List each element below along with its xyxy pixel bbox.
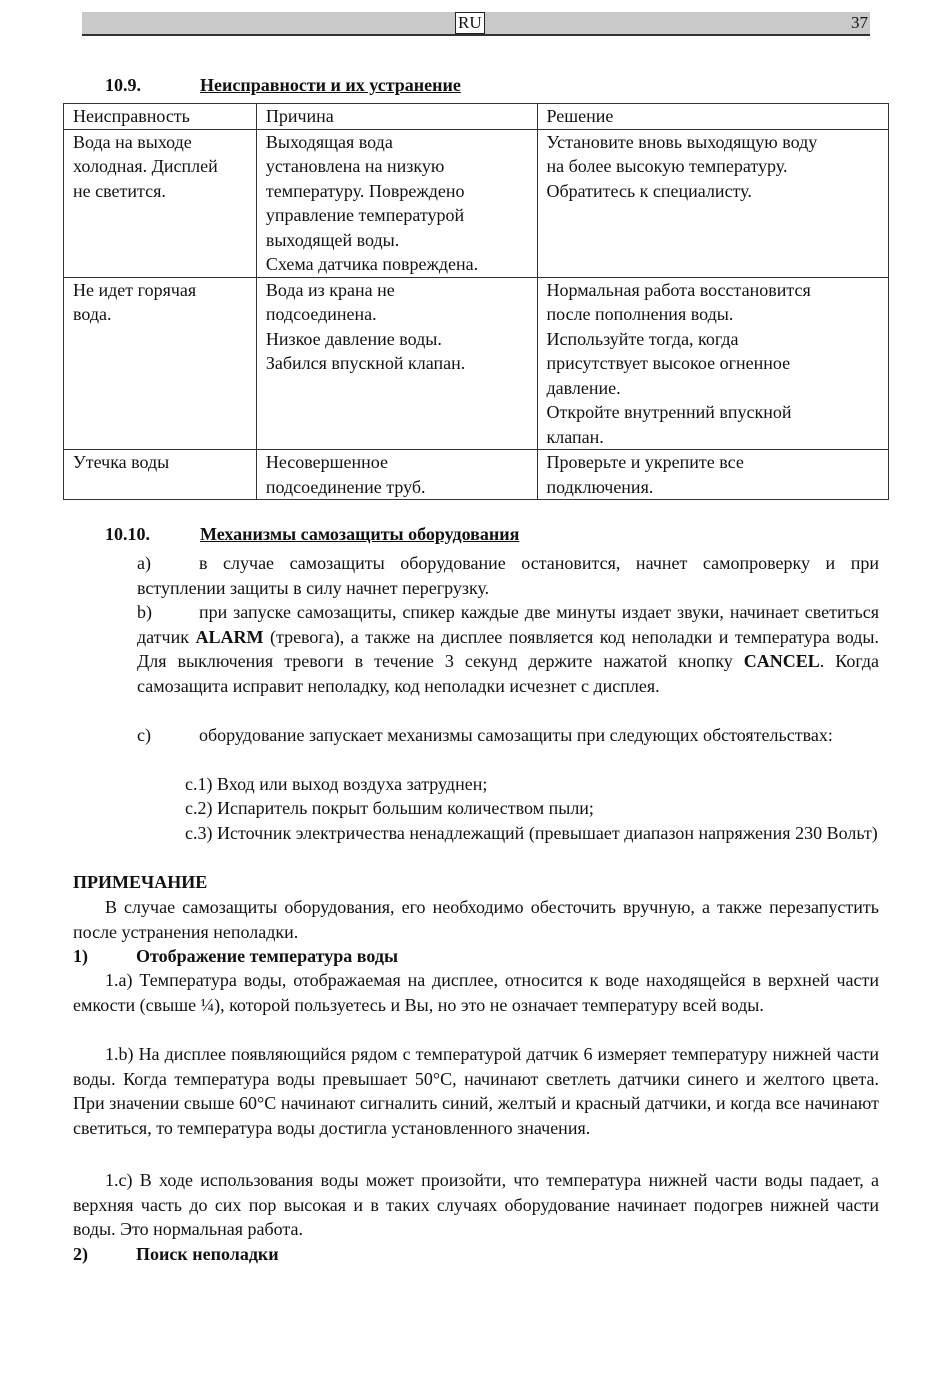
cell-line: не светится.: [73, 180, 166, 201]
cell-line: Не идет горячая: [73, 279, 197, 300]
cause-cell: [256, 277, 537, 450]
cell-line: температуру. Повреждено: [265, 180, 465, 201]
cell-line: подсоединение труб.: [265, 476, 426, 497]
paragraph-1a: 1.а) Температура воды, отображаемая на дисплее, относится к воде находящейся в верхней части емкости (свыше ¼), которой пользуетесь и Вы, но это не означает температуру всей воды.: [73, 970, 879, 1015]
cause-cell: [256, 450, 537, 500]
cell-line: Установите вновь выходящую воду: [546, 131, 818, 152]
alarm-label: ALARM: [195, 626, 264, 647]
fault-cell: [64, 450, 257, 500]
heading-title: Отображение температура воды: [136, 946, 399, 966]
section-title: Механизмы самозащиты оборудования: [200, 524, 520, 544]
section-10-10-heading: [105, 522, 519, 546]
item-text: в случае самозащиты оборудование остановится, начнет самопроверку и при вступлении защиты в силу начнет перегрузку.: [137, 553, 879, 598]
fault-cell: [64, 129, 257, 277]
header-cause: Причина: [256, 104, 537, 130]
cell-line: Выходящая вода: [265, 131, 393, 152]
table-row: [64, 129, 889, 277]
header-fault: Неисправность: [64, 104, 257, 130]
table-row: [64, 277, 889, 450]
cause-cell: [256, 129, 537, 277]
cell-line: вода.: [73, 304, 112, 324]
cell-line: Низкое давление воды.: [265, 328, 442, 349]
paragraph-1b: 1.b) На дисплее появляющийся рядом с температурой датчик 6 измеряет температуру нижней части воды. Когда температура воды превышает 50°С, начинают светлеть датчики синего и желтого цвета. При значении свыше 60°С начинают сигналить синий, желтый и красный датчики, и когда все начинают светиться, то температура воды достигла установленного значения.: [73, 1044, 879, 1138]
item-marker: с): [137, 725, 151, 745]
item-b: [137, 600, 879, 698]
cell-line: Вода из крана не: [265, 279, 395, 300]
table-row: [64, 450, 889, 500]
cell-line: установлена на низкую: [265, 156, 445, 176]
cell-line: Обратитесь к специалисту.: [546, 180, 752, 201]
cell-line: Нормальная работа восстановится: [546, 279, 811, 300]
fault-cell: [64, 277, 257, 450]
heading-title: Поиск неполадки: [136, 1244, 279, 1264]
cell-line: подсоединена.: [265, 304, 377, 324]
solution-cell: [537, 277, 889, 450]
troubleshooting-table: [63, 103, 889, 500]
cancel-label: CANCEL: [743, 651, 820, 671]
note-title: ПРИМЕЧАНИЕ: [73, 872, 208, 892]
cell-line: после пополнения воды.: [546, 304, 734, 324]
section-number: 10.10.: [105, 524, 150, 544]
page-header-bar: [82, 12, 870, 36]
item-c3: с.3) Источник электричества ненадлежащий (превышает диапазон напряжения 230 Вольт): [185, 823, 878, 843]
heading-number: 2): [73, 1244, 88, 1264]
cell-line: Проверьте и укрепите все: [546, 452, 744, 472]
cell-line: присутствует высокое огненное: [546, 353, 791, 373]
item-marker: а): [137, 553, 151, 573]
section-title: Неисправности и их устранение: [200, 75, 461, 95]
cell-line: Утечка воды: [73, 452, 170, 472]
cell-line: управление температурой: [265, 205, 465, 225]
language-label: RU: [455, 12, 485, 34]
cell-line: на более высокую температуру.: [546, 156, 788, 176]
cell-line: клапан.: [546, 426, 604, 447]
item-c1: с.1) Вход или выход воздуха затруднен;: [185, 774, 488, 794]
item-text: оборудование запускает механизмы самозащиты при следующих обстоятельствах:: [199, 725, 833, 745]
note-text: В случае самозащиты оборудования, его необходимо обесточить вручную, а также перезапустить после устранения неполадки.: [73, 897, 879, 942]
cell-line: Забился впускной клапан.: [265, 353, 466, 373]
cell-line: Несовершенное: [265, 452, 388, 472]
cell-line: холодная. Дисплей: [73, 156, 218, 176]
cell-line: Схема датчика повреждена.: [265, 254, 479, 274]
solution-cell: [537, 450, 889, 500]
cell-line: давление.: [546, 377, 621, 398]
heading-troubleshooting: [73, 1242, 279, 1266]
item-text: . Когда самозащита исправит неполадку, код неполадки исчезнет с дисплея.: [137, 651, 879, 696]
item-text: (тревога), а также на дисплее появляется код неполадки и температура воды. Для выключения тревоги в течение 3 секунд держите нажатой кнопку: [137, 626, 879, 671]
cell-line: подключения.: [546, 476, 654, 497]
item-c2: с.2) Испаритель покрыт большим количеством пыли;: [185, 798, 594, 818]
section-10-9-heading: [105, 73, 461, 97]
item-text: при запуске самозащиты, спикер каждые две минуты издает звуки, начинает светиться датчик: [137, 602, 879, 647]
table-header-row: [64, 104, 889, 130]
header-solution: Решение: [537, 104, 889, 130]
cell-line: Вода на выходе: [73, 131, 192, 152]
item-marker: b): [137, 602, 152, 622]
cell-line: выходящей воды.: [265, 229, 400, 250]
cell-line: Откройте внутренний впускной: [546, 402, 792, 422]
solution-cell: [537, 129, 889, 277]
paragraph-1c: 1.с) В ходе использования воды может произойти, что температура нижней части воды падает, а верхняя часть до сих пор высокая и в таких случаях оборудование начинает подогрев нижней части воды. Это нормальная работа.: [73, 1170, 879, 1239]
heading-number: 1): [73, 946, 88, 966]
item-c: [137, 723, 879, 748]
section-number: 10.9.: [105, 75, 141, 95]
cell-line: Используйте тогда, когда: [546, 328, 739, 349]
heading-water-temperature: [73, 944, 398, 968]
page-number: 37: [851, 13, 868, 32]
item-a: [137, 551, 879, 600]
